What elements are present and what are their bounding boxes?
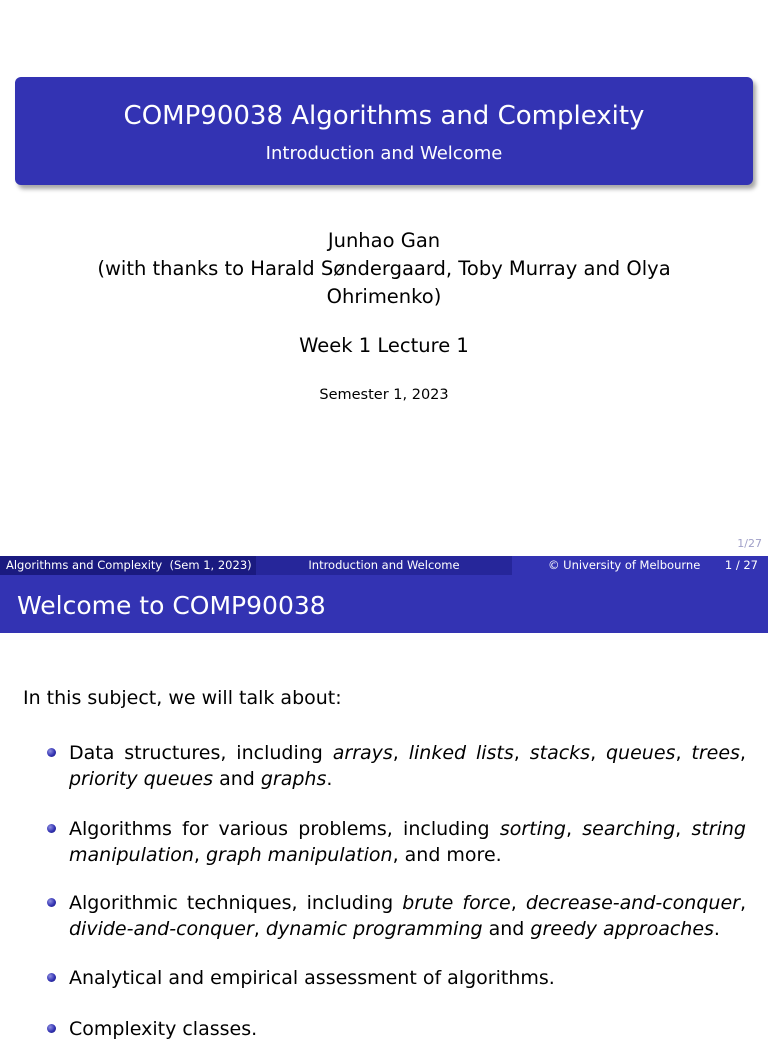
bullet-item: Algorithmic techniques, including brute force, decrease-and-conquer, divide-and-conquer, dynamic programming and greedy approaches. [69,890,746,942]
bullet-icon [47,748,56,757]
footer-course: Algorithms and Complexity (Sem 1, 2023) [0,556,256,575]
bullet-icon [47,824,56,833]
footer-section: Introduction and Welcome [256,556,512,575]
footer-bar [0,556,768,575]
presentation-title: COMP90038 Algorithms and Complexity [123,101,645,131]
footer-page-number: 1 / 27 [724,558,758,572]
bullet-icon [47,898,56,907]
bullet-item: Data structures, including arrays, linked lists, stacks, queues, trees, priority queues and graphs. [69,740,746,792]
intro-text: In this subject, we will talk about: [23,687,342,709]
bullet-icon [47,973,56,982]
title-block [15,77,753,185]
bullet-item: Algorithms for various problems, including sorting, searching, string manipulation, graph manipulation, and more. [69,816,746,868]
footer-copyright: © University of Melbourne [548,558,701,572]
bullet-item: Analytical and empirical assessment of algorithms. [69,965,746,991]
bullet-icon [47,1024,56,1033]
author-acknowledgement: (with thanks to Harald Søndergaard, Toby Murray and Olya Ohrimenko) [97,257,671,308]
author-block [60,227,708,311]
author-name: Junhao Gan [327,229,441,252]
slide-page-number: 1/27 [737,537,762,550]
presentation-subtitle: Introduction and Welcome [265,143,503,164]
week-lecture: Week 1 Lecture 1 [299,334,469,357]
frame-title: Welcome to COMP90038 [0,575,768,633]
footer-right [512,556,768,575]
semester-date: Semester 1, 2023 [319,387,449,403]
bullet-item: Complexity classes. [69,1016,746,1042]
